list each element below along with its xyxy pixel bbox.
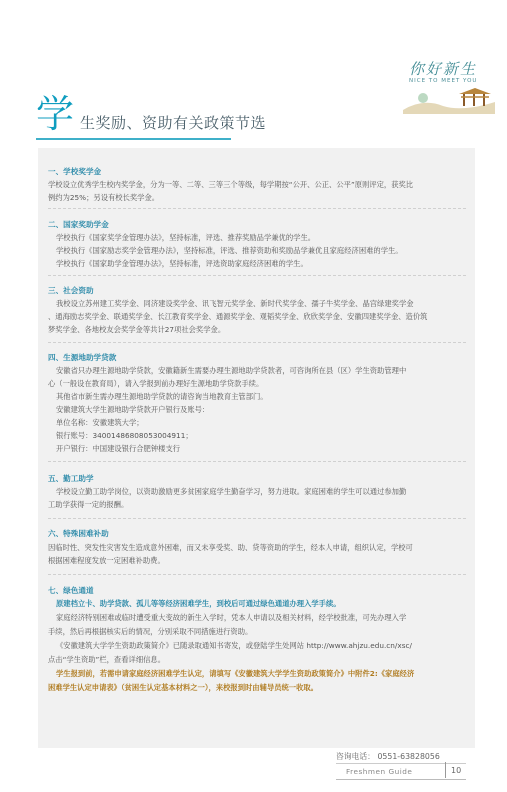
- section-text: 根据困难程度发放一定困难补助费。: [48, 556, 165, 565]
- section-title: 二、国家奖助学金: [48, 220, 109, 229]
- section-text: 银行账号：340014868080530049​11；: [56, 431, 193, 440]
- title-underline: [36, 138, 231, 140]
- divider: [48, 461, 466, 462]
- section-text: 单位名称：安徽建筑大学；: [56, 418, 144, 427]
- notice-text: 学生报到前，若需申请家庭经济困难学生认定，请填写《安徽建筑大学学生资助政策简介》中附件2:《家庭经济: [56, 669, 415, 678]
- green-channel-highlight: 原建档立卡、助学贷款、孤儿等等经济困难学生，到校后可通过绿色通道办理入学手续。: [56, 599, 341, 608]
- section-text: 手续，然后再根据核实后的情况，分别采取不同措施进行资助。: [48, 627, 253, 636]
- section-text: 安徽建筑大学生源地助学贷款开户银行及账号：: [56, 405, 210, 414]
- section-text: 其他省市新生需办理生源地助学贷款的请咨询当地教育主管部门。: [56, 392, 268, 401]
- section-title: 五、勤工助学: [48, 474, 94, 483]
- section-text: 点击“学生资助”栏，查看详细信息。: [48, 655, 166, 664]
- notice-text: 困难学生认定申请表》（贫困生认定基本材料之一），来校报到时由辅导员统一收取。: [48, 683, 318, 692]
- section-text: 心（一般设在教育局），请入学报到前办理好生源地助学贷款手续。: [48, 379, 264, 388]
- title-text: 生奖励、资助有关政策节选: [80, 114, 267, 132]
- section-text: 安徽省只办理生源地助学贷款，安徽籍新生需要办理生源地助学贷款者，可咨询所在县（区）学生资助管理中: [56, 366, 407, 375]
- logo-subtitle: NICE TO MEET YOU: [409, 78, 478, 84]
- footer-label: Freshmen Guide: [346, 767, 413, 776]
- section-text: 、通海励志奖学金、联通奖学金、长江教育奖学金、通源奖学金、观韬奖学金、欣欣奖学金、安徽四建奖学金、造价筑: [48, 312, 428, 321]
- section-title: 七、绿色通道: [48, 586, 94, 595]
- section-title: 四、生源地助学贷款: [48, 353, 117, 362]
- section-title: 三、社会资助: [48, 286, 94, 295]
- footer-separator: [445, 762, 446, 778]
- section-text: 开户银行：中国建设银行合肥钟楼支行: [56, 444, 181, 453]
- divider: [48, 342, 466, 343]
- section-text: 学校设立优秀学生校内奖学金，分为一等、二等、三等三个等级，每学期按“公开、公正、公平”原则评定，获奖比: [48, 180, 414, 189]
- divider: [48, 275, 466, 276]
- section-text: 例约为25%；另设有校长奖学金。: [48, 193, 160, 202]
- page-title: [36, 92, 336, 140]
- section-text: 学校执行《国家助学金管理办法》，坚持标准，评选资助家庭经济困难的学生。: [56, 259, 308, 268]
- footer-underline: [336, 779, 466, 780]
- section-text: 梦奖学金、各地校友会奖学金等共计27项社会奖学金。: [48, 325, 226, 334]
- section-title: 六、特殊困难补助: [48, 529, 109, 538]
- divider: [48, 574, 466, 575]
- logo: [403, 56, 495, 114]
- section-text: 学校执行《国家奖学金管理办法》，坚持标准，评选、推荐奖励品学兼优的学生。: [56, 233, 316, 242]
- divider: [48, 208, 466, 209]
- logo-text: 你好新生: [409, 60, 478, 78]
- section-text: 家庭经济特别困难或临时遭受重大变故的新生入学时，凭本人申请以及相关材料，经学校批准，可先办理入学: [56, 613, 407, 622]
- section-text: 学校设立勤工助学岗位，以资助激励更多贫困家庭学生勤奋学习，努力进取。家庭困难的学生可以通过参加勤: [56, 487, 407, 496]
- footer-phone: 咨询电话： 0551-63828056: [336, 752, 440, 761]
- divider: [48, 518, 466, 519]
- pavilion-icon: [403, 84, 495, 114]
- section-text: 因临时性、突发性灾害发生造成意外困难，而又未享受奖、助、贷等资助的学生，经本人申请，组织认定，学校可: [48, 543, 413, 552]
- footer-divider: [336, 763, 466, 764]
- website-text: 《安徽建筑大学学生资助政策简介》已随录取通知书寄发，或登陆学生处网站 http://www.ahjzu.edu.cn/xsc/: [56, 641, 412, 650]
- section-text: 学校执行《国家励志奖学金管理办法》，坚持标准，评选、推荐资助和奖励品学兼优且家庭经济困难的学生。: [56, 246, 403, 255]
- section-text: 我校设立苏州建工奖学金、同济建设奖学金、讯飞智元奖学金、新时代奖学金、孺子牛奖学金、晶宫绿建奖学金: [56, 299, 414, 308]
- page-number: 10: [451, 766, 462, 775]
- section-title: 一、学校奖学金: [48, 167, 102, 176]
- section-text: 工助学获得一定的报酬。: [48, 500, 129, 509]
- title-initial: 学: [36, 92, 75, 136]
